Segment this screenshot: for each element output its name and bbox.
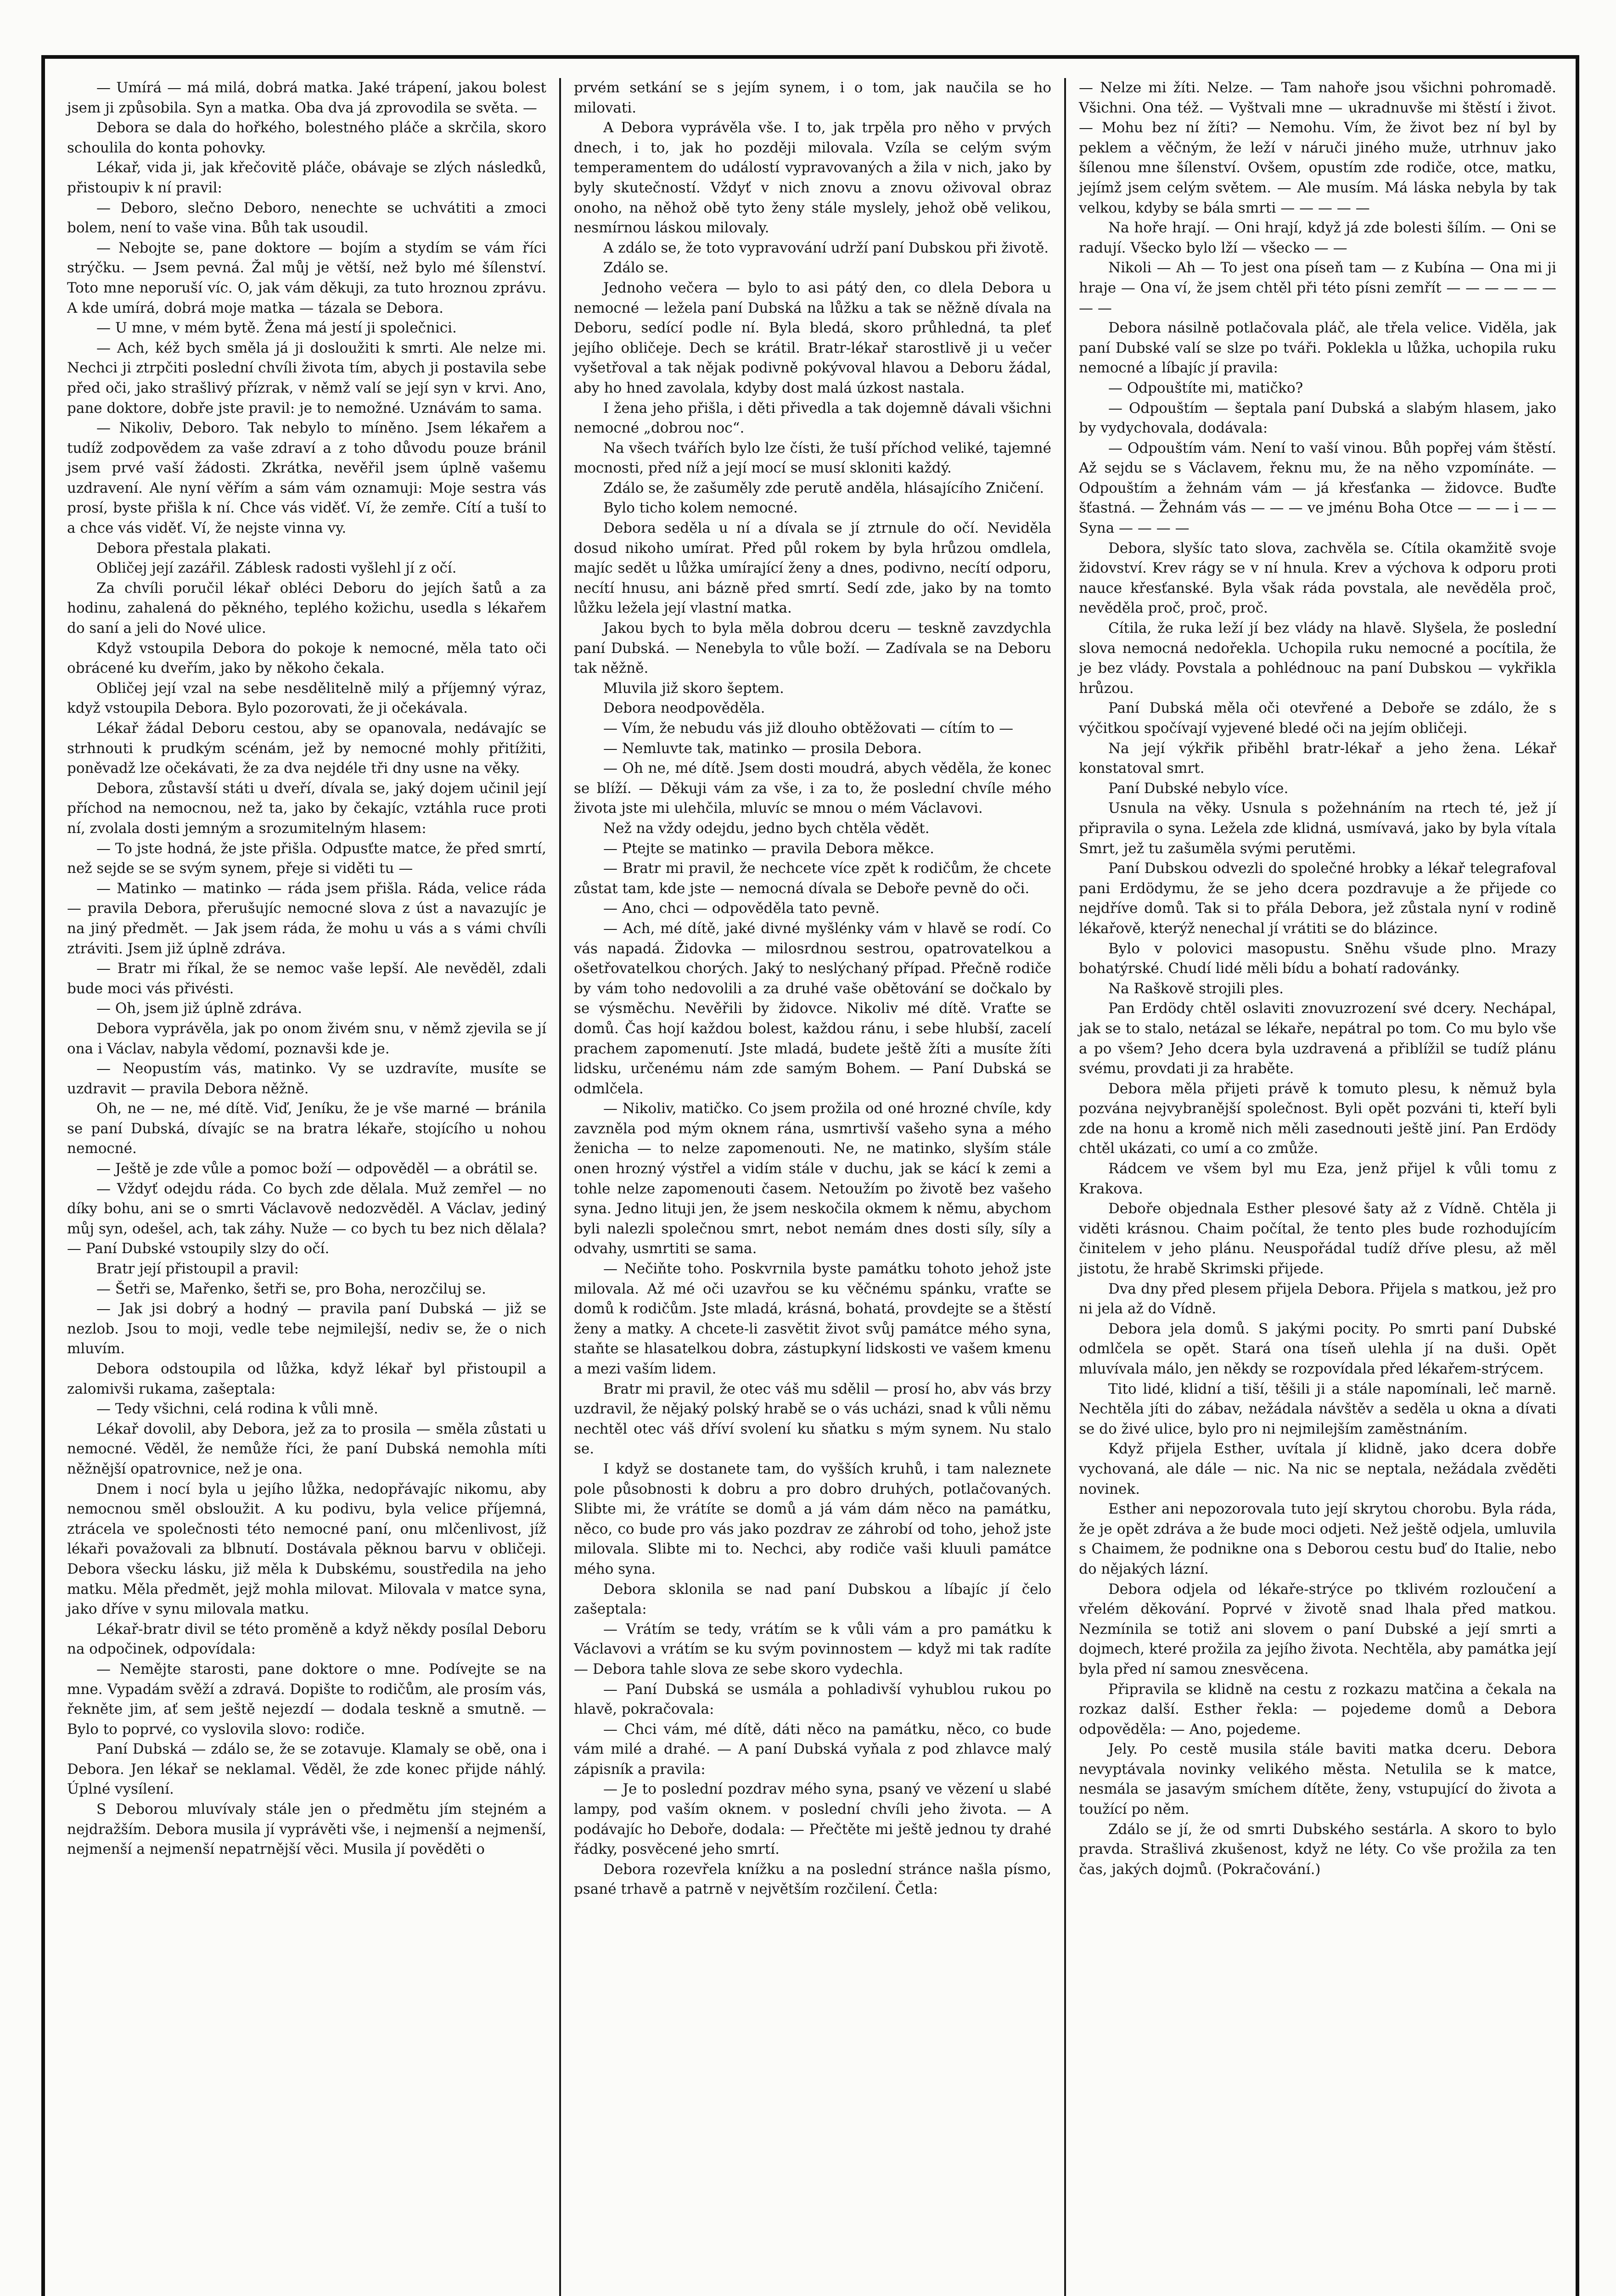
paragraph: Usnula na věky. Usnula s požehnáním na rtech té, jež jí připravila o syna. Ležela zde klidná, usmívavá, jako by byla vítala Smrt, jež tu zašuměla svými perutěmi.	[1079, 800, 1556, 857]
paragraph: Jely. Po cestě musila stále baviti matka dceru. Debora nevyptávala novinky velikého města. Netulila se k matce, nesmála se jasavým smíchem dítěte, ženy, vstupující do života a toužící po něm.	[1079, 1741, 1556, 1818]
paragraph: — Umírá — má milá, dobrá matka. Jaké trápení, jakou bolest jsem ji způsobila. Syn a matka. Oba dva já zprovodila se světa. —	[67, 79, 546, 116]
paragraph: Jakou bych to byla měla dobrou dceru — teskně zavzdychla paní Dubská. — Nenebyla to vůle boží. — Zadívala se na Deboru tak něžně.	[574, 620, 1051, 677]
paragraph: Bylo ticho kolem nemocné.	[603, 500, 798, 517]
paragraph: Rádcem ve všem byl mu Eza, jenž přijel k vůli tomu z Krakova.	[1079, 1160, 1556, 1197]
paragraph: Lékař dovolil, aby Debora, jež za to prosila — směla zůstati u nemocné. Věděl, že nemůže říci, že paní Dubská nemohla míti něžnější opatrovnice, než je ona.	[67, 1420, 546, 1477]
paragraph: Tito lidé, klidní a tiší, těšili ji a stále napomínali, leč marně. Nechtěla jíti do zábav, nežádala návštěv a seděla u okna a dívati se do živé ulice, bylo pro ni nejmilejším zaměstnáním.	[1079, 1380, 1556, 1437]
paragraph: A zdálo se, že toto vypravování udrží paní Dubskou při životě.	[603, 239, 1049, 256]
paragraph: S Deborou mluvívaly stále jen o předmětu jím stejném a nejdražším. Debora musila jí vyprávěti vše, i nejmenší a nejmenší, nejmenší a nejmenší nepatrnější věci. Musila jí pověděti o	[67, 1801, 546, 1858]
paragraph: — Nečiňte toho. Poskvrnila byste památku tohoto jehož jste milovala. Až mé oči uzavřou se ku věčnému spánku, vraťte se domů k rodičům. Jste mladá, krásná, bohatá, provdejte se a štěstí ženy a matky. A chcete-li zasvětit život svůj památce mého syna, staňte se hlasatelkou dobra, zástupkyní lidskosti ve vašem kmenu a mezi vaším lidem.	[574, 1261, 1051, 1377]
paragraph: Debora seděla u ní a dívala se jí ztrnule do očí. Neviděla dosud nikoho umírat. Před půl rokem by byla hrůzou omdlela, majíc sedět u lůžka umírající ženy a dnes, podivno, necítí odporu, necítí hnusu, ani bázně před smrtí. Sedí zde, jako by na tomto lůžku ležela její vlastní matka.	[574, 520, 1051, 617]
paragraph: Nikoli — Ah — To jest ona píseň tam — z Kubína — Ona mi ji hraje — Ona ví, že jsem chtěl při této písni zemřít — — — — — — — —	[1079, 259, 1556, 316]
paragraph: Bylo v polovici masopustu. Sněhu všude plno. Mrazy bohatýrské. Chudí lidé měli bídu a bohatí radovánky.	[1079, 940, 1556, 977]
paragraph: Mluvila již skoro šeptem.	[603, 680, 784, 697]
paragraph: — Odpouštím vám. Není to vaší vinou. Bůh popřej vám štěstí. Až sejdu se s Václavem, řeknu mu, že na něho vzpomínáte. — Odpouštím a žehnám vám — já křesťanka — židovce. Buďte šťastná. — Žehnám vás — — — ve jménu Boha Otce — — — i — — Syna — — — —	[1079, 439, 1556, 537]
paragraph: — Nelze mi žíti. Nelze. — Tam nahoře jsou všichni pohromadě. Všichni. Ona též. — Vyštvali mne — ukradnuvše mi štěstí i život. — Mohu bez ní žíti? — Nemohu. Vím, že život bez ní byl by peklem a věčným, že leží v náruči jiného muže, utrhnuv jako šílenou mne šílenství. Ovšem, opustím zde rodiče, otce, matku, jejímž jsem celým světem. — Ale musím. Má láska nebyla by tak velkou, kdyby se bála smrti — — — — —	[1079, 79, 1556, 216]
paragraph: Zdálo se.	[603, 259, 669, 276]
text-column-1	[54, 78, 559, 2296]
paragraph: Bratr mi pravil, že otec váš mu sdělil — prosí ho, abv vás brzy uzdravil, že nějaký polský hrabě se o vás ucházi, snad k vůli němu nechtěl otec váš dříví svolení ku sňatku s mým synem. Nu stalo se.	[574, 1380, 1051, 1458]
paragraph: — Odpouštím — šeptala paní Dubská a slabým hlasem, jako by vydychovala, dodávala:	[1079, 400, 1556, 437]
paragraph: — Vím, že nebudu vás již dlouho obtěžovati — cítím to —	[603, 720, 1014, 737]
paragraph: — Nikoliv, Deboro. Tak nebylo to míněno. Jsem lékařem a tudíž zodpovědem za vaše zdraví a z toho důvodu pouze bránil jsem prvé vaší žádosti. Zkrátka, nevěřil jsem úplně vašemu uzdravení. Ale nyní věřím a sám vám oznamuji: Moje sestra vás prosí, byste přišla k ní. Chce vás viděť. Ví, že zemře. Cítí a tuší to a chce vás viděť. Ví, že nejste vinna vy.	[67, 420, 546, 537]
paragraph: Oh, ne — ne, mé dítě. Viď, Jeníku, že je vše marné — bránila se paní Dubská, dívajíc se na bratra lékaře, stojícího u nohou nemocné.	[67, 1100, 546, 1157]
paragraph: — Jak jsi dobrý a hodný — pravila paní Dubská — již se nezlob. Jsou to moji, vedle tebe nejmilejší, nediv se, že o nich mluvím.	[67, 1300, 546, 1357]
paragraph: — Bratr mi pravil, že nechcete více zpět k rodičům, že chcete zůstat tam, kde jste — nemocná dívala se Deboře pevně do oči.	[574, 860, 1051, 897]
paragraph: — Matinko — matinko — ráda jsem přišla. Ráda, velice ráda — pravila Debora, přerušujíc nemocné slova z úst a navazujíc je na jiný předmět. — Jak jsem ráda, že mohu u vás a s vámi chvíli ztráviti. Jsem již úplně zdráva.	[67, 880, 546, 957]
paragraph: — Neopustím vás, matinko. Vy se uzdravíte, musíte se uzdravit — pravila Debora něžně.	[67, 1060, 546, 1097]
paragraph: Debora se dala do hořkého, bolestného pláče a skrčila, skoro schoulila do konta pohovky.	[67, 119, 546, 156]
paragraph: Pan Erdödy chtěl oslaviti znovuzrození své dcery. Nechápal, jak se to stalo, netázal se lékaře, nepátral po tom. Co mu bylo vše a po všem? Jeho dcera byla uzdravená a přiblížil se tudíž plánu svému, provdati ji za hraběte.	[1079, 1000, 1556, 1077]
paragraph: — Šetři se, Mařenko, šetři se, pro Boha, nerozčiluj se.	[96, 1280, 486, 1297]
paragraph: Na všech tvářích bylo lze čísti, že tuší příchod veliké, tajemné mocnosti, před níž a její mocí se musí skloniti každý.	[574, 439, 1051, 477]
paragraph: — Ještě je zde vůle a pomoc boží — odpověděl — a obrátil se.	[96, 1160, 538, 1177]
paragraph: — Oh, jsem již úplně zdráva.	[96, 1000, 302, 1017]
paragraph: — Nebojte se, pane doktore — bojím a stydím se vám říci strýčku. — Jsem pevná. Žal můj je větší, než bylo mé šílenství. Toto mne neporuší víc. O, jak vám děkuji, za tuto hroznou zprávu. A kde umírá, dobrá moje matka — tázala se Debora.	[67, 239, 546, 316]
paragraph: Debora násilně potlačovala pláč, ale třela velice. Viděla, jak paní Dubské valí se slze po tváři. Poklekla u lůžka, uchopila ruku nemocné a líbajíc jí pravila:	[1079, 320, 1556, 377]
paragraph: — U mne, v mém bytě. Žena má jestí ji společnici.	[96, 320, 457, 337]
paragraph: I když se dostanete tam, do vyšších kruhů, i tam naleznete pole působnosti k dobru a pro dobro druhých, potlačovaných. Slibte mi, že vrátíte se domů a já vám dám něco na památku, něco, co bude pro vás jako pozdrav ze záhrobí od toho, jehož jste milovala. Slibte mi to. Nechci, aby rodiče vaši kluuli památce mého syna.	[574, 1460, 1051, 1577]
paragraph: — Vrátím se tedy, vrátím se k vůli vám a pro památku k Václavovi a vrátím se ku svým povinnostem — když mi tak radíte — Debora tahle slova ze sebe skoro vydechla.	[574, 1621, 1051, 1677]
paragraph: Zdálo se jí, že od smrti Dubského sestárla. A skoro to bylo pravda. Strašlivá zkušenost, když ne léty. Co vše prožila za ten čas, jakých dojmů. (Pokračování.)	[1079, 1821, 1556, 1878]
paragraph: Debora vyprávěla, jak po onom živém snu, v němž zjevila se jí ona i Václav, nabyla vědomí, poznavši kde je.	[67, 1020, 546, 1057]
paragraph: Paní Dubská měla oči otevřené a Deboře se zdálo, že s výčitkou spočívají vyjevené bledé oči na jejím obličeji.	[1079, 700, 1556, 737]
paragraph: — Ach, kéž bych směla já ji dosloužiti k smrti. Ale nelze mi. Nechci ji ztrpčiti poslední chvíli života tím, abych ji postavila sebe před oči, jako strašlivý přízrak, v němž valí se její syn v krvi. Ano, pane doktore, dobře jste pravil: je to nemožné. Uznávám to sama.	[67, 339, 546, 416]
paragraph: Esther ani nepozorovala tuto její skrytou chorobu. Byla ráda, že je opět zdráva a že bude moci odjeti. Než ještě odjela, umluvila s Chaimem, že podnikne ona s Deborou cestu buď do Italie, nebo do nějakých lázní.	[1079, 1501, 1556, 1577]
paragraph: Debora měla přijeti právě k tomuto plesu, k němuž byla pozvána nejvybranější společnost. Byli opět pozváni ti, kteří byli zde na honu a kromě nich měli zasednouti ještě jiní. Pan Erdödy chtěl ukázati, co umí a co zmůže.	[1079, 1080, 1556, 1157]
paragraph: Debora odjela od lékaře-strýce po tklivém rozloučení a vřelém děkování. Poprvé v životě snad lhala před matkou. Nezmínila se totiž ani slovem o paní Dubské a její smrti a dojmech, které prožila za jejího života. Nechtěla, aby památka její byla před ní samou znesvěcena.	[1079, 1581, 1556, 1677]
paragraph: A Debora vyprávěla vše. I to, jak trpěla pro něho v prvých dnech, i to, jak ho později milovala. Vzíla se celým svým temperamentem do událostí vypravovaných a žila v nich, jako by byly skutečností. Vždyť v nich znovu a znovu oživoval obraz onoho, na něhož obě tyto ženy stále myslely, jehož obě velikou, nesmírnou láskou milovaly.	[574, 119, 1051, 236]
paragraph: Debora přestala plakati.	[96, 540, 271, 557]
paragraph: Za chvíli poručil lékař obléci Deboru do jejích šatů a za hodinu, zahalená do pěkného, teplého kožichu, usedla s lékařem do saní a jeli do Nové ulice.	[67, 580, 546, 637]
paragraph: Obličej její zazářil. Záblesk radosti vyšlehl jí z očí.	[96, 560, 457, 577]
paragraph: Cítila, že ruka leží jí bez vlády na hlavě. Slyšela, že poslední slova nemocná nedořekla. Uchopila ruku nemocné a pocítila, že je bez vlády. Povstala a pohlédnouc na paní Dubskou — vykřikla hrůzou.	[1079, 620, 1556, 697]
paragraph: Debora rozevřela knížku a na poslední stránce našla písmo, psané trhavě a patrně v největším rozčilení. Četla:	[574, 1861, 1051, 1898]
paragraph: — Je to poslední pozdrav mého syna, psaný ve vězení u slabé lampy, pod vaším oknem. v poslední chvíli jeho života. — A podávajíc ho Deboře, dodala: — Přečtěte mi ještě jednou ty drahé řádky, posvěcené jeho smrtí.	[574, 1781, 1051, 1858]
paragraph: Na Raškově strojili ples.	[1108, 980, 1284, 997]
paragraph: Lékař, vida ji, jak křečovitě pláče, obávaje se zlých následků, přistoupiv k ní pravil:	[67, 159, 546, 196]
paragraph: Debora, zůstavší státi u dveří, dívala se, jaký dojem učinil její příchod na nemocnou, než ta, jako by čekajíc, vztáhla ruce proti ní, zvolala dosti jemným a srozumitelným hlasem:	[67, 780, 546, 837]
paragraph: Paní Dubská — zdálo se, že se zotavuje. Klamaly se obě, ona i Debora. Jen lékař se neklamal. Věděl, že zde konec přijde náhlý. Úplné vysílení.	[67, 1741, 546, 1798]
columns-container	[54, 78, 1569, 2296]
paragraph: Dnem i nocí byla u jejího lůžka, nedopřávajíc nikomu, aby nemocnou směl obsloužit. A ku podivu, byla velice příjemná, ztrácela ve společnosti této nemocné paní, onu mlčenlivost, jíž lékaři považovali za blbnutí. Dostávala pěknou barvu v obličeji. Debora všecku lásku, již měla k Dubskému, soustředila na jeho matku. Měla předmět, jejž mohla milovat. Milovala v matce syna, jako dříve v synu milovala matku.	[67, 1480, 546, 1618]
paragraph: Připravila se klidně na cestu z rozkazu matčina a čekala na rozkaz další. Esther řekla: — pojedeme domů a Debora odpověděla: — Ano, pojedeme.	[1079, 1681, 1556, 1738]
paragraph: — Deboro, slečno Deboro, nenechte se uchvátiti a zmoci bolem, není to vaše vina. Bůh tak usoudil.	[67, 199, 546, 236]
paragraph: — Ptejte se matinko — pravila Debora měkce.	[603, 840, 935, 857]
paragraph: prvém setkání se s jejím synem, i o tom, jak naučila se ho milovati.	[574, 79, 1051, 116]
paragraph: — Vždyť odejdu ráda. Co bych zde dělala. Muž zemřel — no díky bohu, ani se o smrti Václavově nedozvěděl. A Václav, jediný můj syn, odešel, ach, tak záhy. Nuže — co bych tu bez nich dělala? — Paní Dubské vstoupily slzy do očí.	[67, 1180, 546, 1257]
paragraph: Debora neodpověděla.	[603, 700, 765, 717]
paragraph: — To jste hodná, že jste přišla. Odpusťte matce, že před smrtí, než sejde se se svým synem, přeje si viděti tu —	[67, 840, 546, 877]
paragraph: Obličej její vzal na sebe nesdělitelně milý a příjemný výraz, když vstoupila Debora. Bylo pozorovati, že ji očekávala.	[67, 680, 546, 717]
paragraph: Debora, slyšíc tato slova, zachvěla se. Cítila okamžitě svoje židovství. Krev rágy se v ní hnula. Krev a výchova k odporu proti nauce křesťanské. Byla však ráda povstala, ale nevěděla proč, nevěděla proč, proč, proč.	[1079, 540, 1556, 617]
paragraph: — Nemluvte tak, matinko — prosila Debora.	[603, 740, 922, 757]
paragraph: Debora jela domů. S jakými pocity. Po smrti paní Dubské odmlčela se opět. Stará ona tíseň ulehla jí na duši. Opět mluvívala málo, jen někdy se rozpovídala před lékařem-strýcem.	[1079, 1320, 1556, 1377]
paragraph: — Ach, mé dítě, jaké divné myšlénky vám v hlavě se rodí. Co vás napadá. Židovka — milosrdnou sestrou, opatrovatelkou a ošetřovatelkou chorých. Jaký to neslýchaný případ. Přečně rodiče by vám toho nedovolili a za druhé vaše obětování se dočkalo by se výsměchu. Nevěřili by židovce. Nikoliv mé dítě. Vraťte se domů. Čas hojí každou bolest, každou ránu, i sebe hlubší, zacelí prachem zapomenutí. Jste mladá, budete ještě žíti a musíte žíti lidsku, určenému nám zde samým Bohem. — Paní Dubská se odmlčela.	[574, 920, 1051, 1097]
paragraph: Debora odstoupila od lůžka, když lékař byl přistoupil a zalomivši rukama, zašeptala:	[67, 1361, 546, 1397]
paragraph: — Nemějte starosti, pane doktore o mne. Podívejte se na mne. Vypadám svěží a zdravá. Dopište to rodičům, ale prosím vás, řekněte jim, ať sem ještě nejezdí — dodala teskně a smutně. — Bylo to poprvé, co vyslovila slovo: rodiče.	[67, 1660, 546, 1738]
paragraph: — Odpouštíte mi, matičko?	[1108, 379, 1303, 396]
paragraph: Když přijela Esther, uvítala jí klidně, jako dcera dobře vychovaná, ale dále — nic. Na nic se neptala, nežádala zvěděti novinek.	[1079, 1441, 1556, 1497]
paragraph: Lékař žádal Deboru cestou, aby se opanovala, nedávajíc se strhnouti k prudkým scénám, jež by nemocné mohly přitížiti, poněvadž lze očekávati, že za dva nejdéle tři dny usne na věky.	[67, 720, 546, 777]
paragraph: Jednoho večera — bylo to asi pátý den, co dlela Debora u nemocné — ležela paní Dubská na lůžku a tak se něžně dívala na Deboru, sedící podle ní. Byla bledá, skoro průhledná, ta pleť jejího obličeje. Dech se krátil. Bratr-lékař starostlivě ji u večer vyšetřoval a tak nějak podivně pokývoval hlavou a Deboru žádal, aby ho hned zavolala, kdyby dost malá úzkost nastala.	[574, 279, 1051, 396]
paragraph: Paní Dubskou odvezli do společné hrobky a lékař telegrafoval pani Erdödymu, že se jeho dcera pozdravuje a že přijede co nejdříve domů. Tak si to přála Debora, jež zůstala nyní v rodině lékařově, kterýž nenechal jí vrátiti se do blázince.	[1079, 860, 1556, 937]
paragraph: Debora sklonila se nad paní Dubskou a líbajíc jí čelo zašeptala:	[574, 1581, 1051, 1618]
paragraph: — Tedy všichni, celá rodina k vůli mně.	[96, 1401, 378, 1418]
paragraph: — Paní Dubská se usmála a pohladivší vyhublou rukou po hlavě, pokračovala:	[574, 1681, 1051, 1718]
paragraph: — Bratr mi říkal, že se nemoc vaše lepší. Ale nevěděl, zdali bude moci vás přivésti.	[67, 960, 546, 997]
text-column-3	[1064, 78, 1569, 2296]
paragraph: Zdálo se, že zašuměly zde perutě anděla, hlásajícího Zničení.	[603, 479, 1044, 496]
paragraph: Dva dny před plesem přijela Debora. Přijela s matkou, jež pro ni jela až do Vídně.	[1079, 1280, 1556, 1317]
paragraph: Lékař-bratr divil se této proměně a když někdy posílal Deboru na odpočinek, odpovídala:	[67, 1621, 546, 1658]
paragraph: Než na vždy odejdu, jedno bych chtěla vědět.	[603, 820, 930, 837]
paragraph: Deboře objednala Esther plesové šaty až z Vídně. Chtěla ji viděti krásnou. Chaim počítal, že tento ples bude rozhodujícím činitelem v jeho plánu. Neuspořádal tudíž dříve plesu, až měl jistotu, že hrabě Skrimski přijede.	[1079, 1200, 1556, 1277]
paragraph: — Oh ne, mé dítě. Jsem dosti moudrá, abych věděla, že konec se blíží. — Děkuji vám za vše, i za to, že poslední chvíle mého života jste mi ulehčila, mluvíc se mnou o mém Václavovi.	[574, 760, 1051, 817]
text-column-2	[559, 78, 1064, 2296]
paragraph: Paní Dubské nebylo více.	[1108, 780, 1289, 797]
paragraph: Na hoře hrají. — Oni hrají, když já zde bolesti šílím. — Oni se radují. Všecko bylo lží — všecko — —	[1079, 219, 1556, 256]
paragraph: — Ano, chci — odpověděla tato pevně.	[603, 900, 880, 917]
paragraph: Bratr její přistoupil a pravil:	[96, 1261, 299, 1277]
paragraph: — Nikoliv, matičko. Co jsem prožila od oné hrozné chvíle, kdy zavzněla pod mým oknem rána, usmrtivší vašeho syna a mého ženicha — to nelze zapomenouti. Ne, ne matinko, slyším stále onen hrozný výstřel a vidím stále v duchu, jak se kácí k zemi a tohle nelze zapomenouti časem. Netoužím po životě bez vašeho syna. Jedno lituji jen, že jsem neskočila okmem k němu, abychom byli nalezli společnou smrt, nebot nemám dnes dosti síly, síly a odvahy, usmrtiti se sama.	[574, 1100, 1051, 1257]
paragraph: Na její výkřik přiběhl bratr-lékař a jeho žena. Lékař konstatoval smrt.	[1079, 740, 1556, 777]
paragraph: I žena jeho přišla, i děti přivedla a tak dojemně dávali všichni nemocné „dobrou noc“.	[574, 400, 1051, 437]
paragraph: Když vstoupila Debora do pokoje k nemocné, měla tato oči obrácené ku dveřím, jako by někoho čekala.	[67, 640, 546, 677]
paragraph: — Chci vám, mé dítě, dáti něco na památku, něco, co bude vám milé a drahé. — A paní Dubská vyňala z pod zhlavce malý zápisník a pravila:	[574, 1721, 1051, 1778]
